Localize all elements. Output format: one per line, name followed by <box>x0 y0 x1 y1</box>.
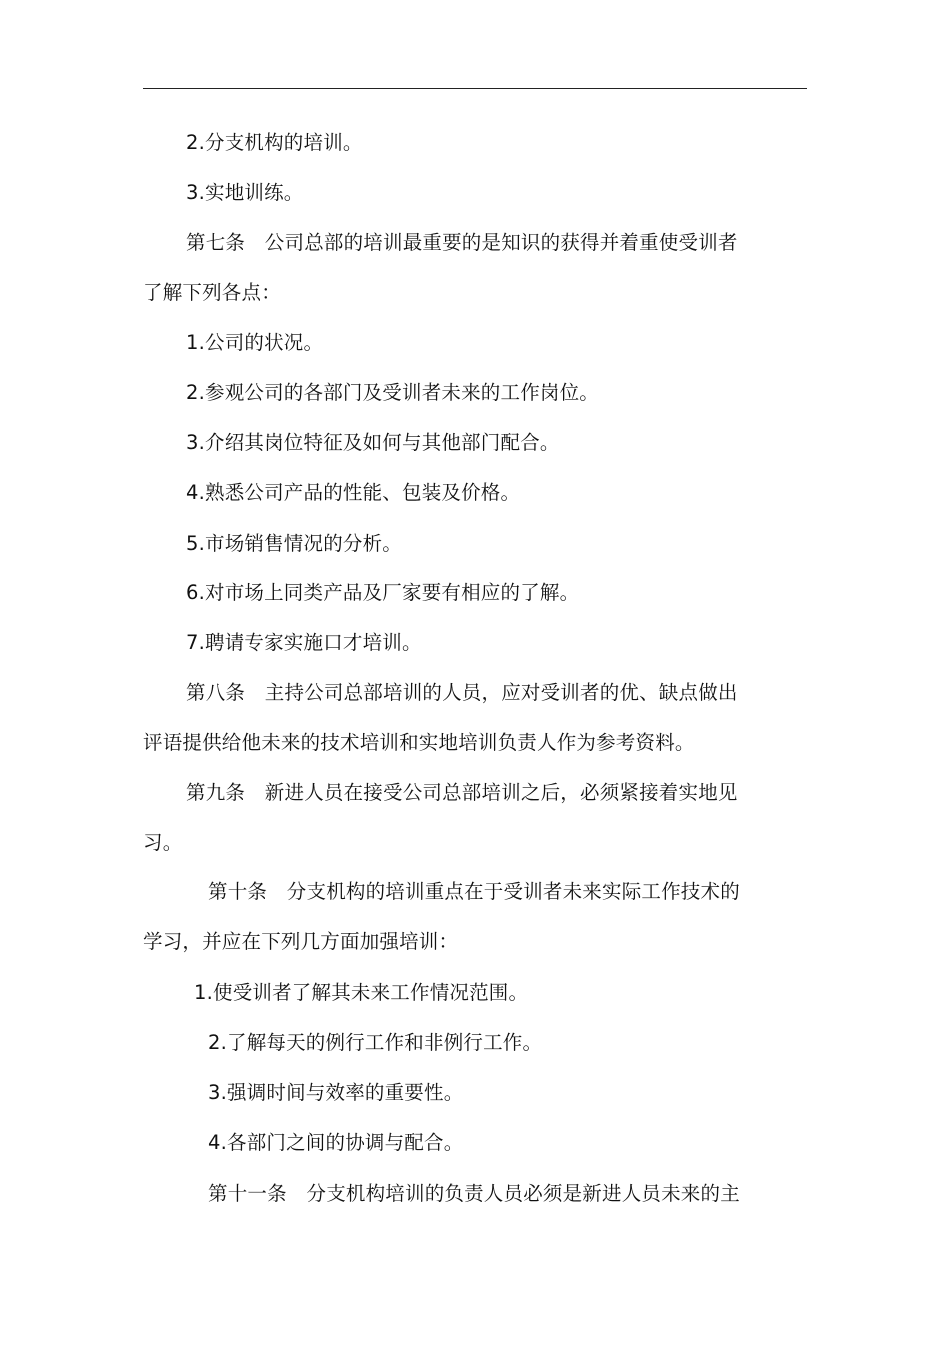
text-line: 1.使受训者了解其未来工作情况范围。 <box>194 981 529 1004</box>
text-line: 第八条 主持公司总部培训的人员，应对受训者的优、缺点做出 <box>186 681 738 704</box>
text-line: 4.熟悉公司产品的性能、包装及价格。 <box>186 481 521 504</box>
text-line: 1.公司的状况。 <box>186 331 324 354</box>
text-line: 2.分支机构的培训。 <box>186 131 363 154</box>
text-line: 学习，并应在下列几方面加强培训： <box>143 930 459 953</box>
text-line: 第十一条 分支机构培训的负责人员必须是新进人员未来的主 <box>208 1182 740 1205</box>
text-line: 评语提供给他未来的技术培训和实地培训负责人作为参考资料。 <box>143 731 695 754</box>
text-line: 3.强调时间与效率的重要性。 <box>208 1081 464 1104</box>
text-line: 了解下列各点： <box>143 281 281 304</box>
text-line: 第十条 分支机构的培训重点在于受训者未来实际工作技术的 <box>208 880 740 903</box>
text-line: 7.聘请专家实施口才培训。 <box>186 631 422 654</box>
text-line: 第七条 公司总部的培训最重要的是知识的获得并着重使受训者 <box>186 231 738 254</box>
text-line: 第九条 新进人员在接受公司总部培训之后，必须紧接着实地见 <box>186 781 738 804</box>
text-line: 2.参观公司的各部门及受训者未来的工作岗位。 <box>186 381 600 404</box>
text-line: 6.对市场上同类产品及厂家要有相应的了解。 <box>186 581 580 604</box>
text-line: 5.市场销售情况的分析。 <box>186 532 403 555</box>
text-line: 2.了解每天的例行工作和非例行工作。 <box>208 1031 543 1054</box>
text-line: 4.各部门之间的协调与配合。 <box>208 1131 464 1154</box>
header-rule <box>143 88 807 89</box>
text-line: 习。 <box>143 831 183 854</box>
text-line: 3.介绍其岗位特征及如何与其他部门配合。 <box>186 431 560 454</box>
text-line: 3.实地训练。 <box>186 181 304 204</box>
